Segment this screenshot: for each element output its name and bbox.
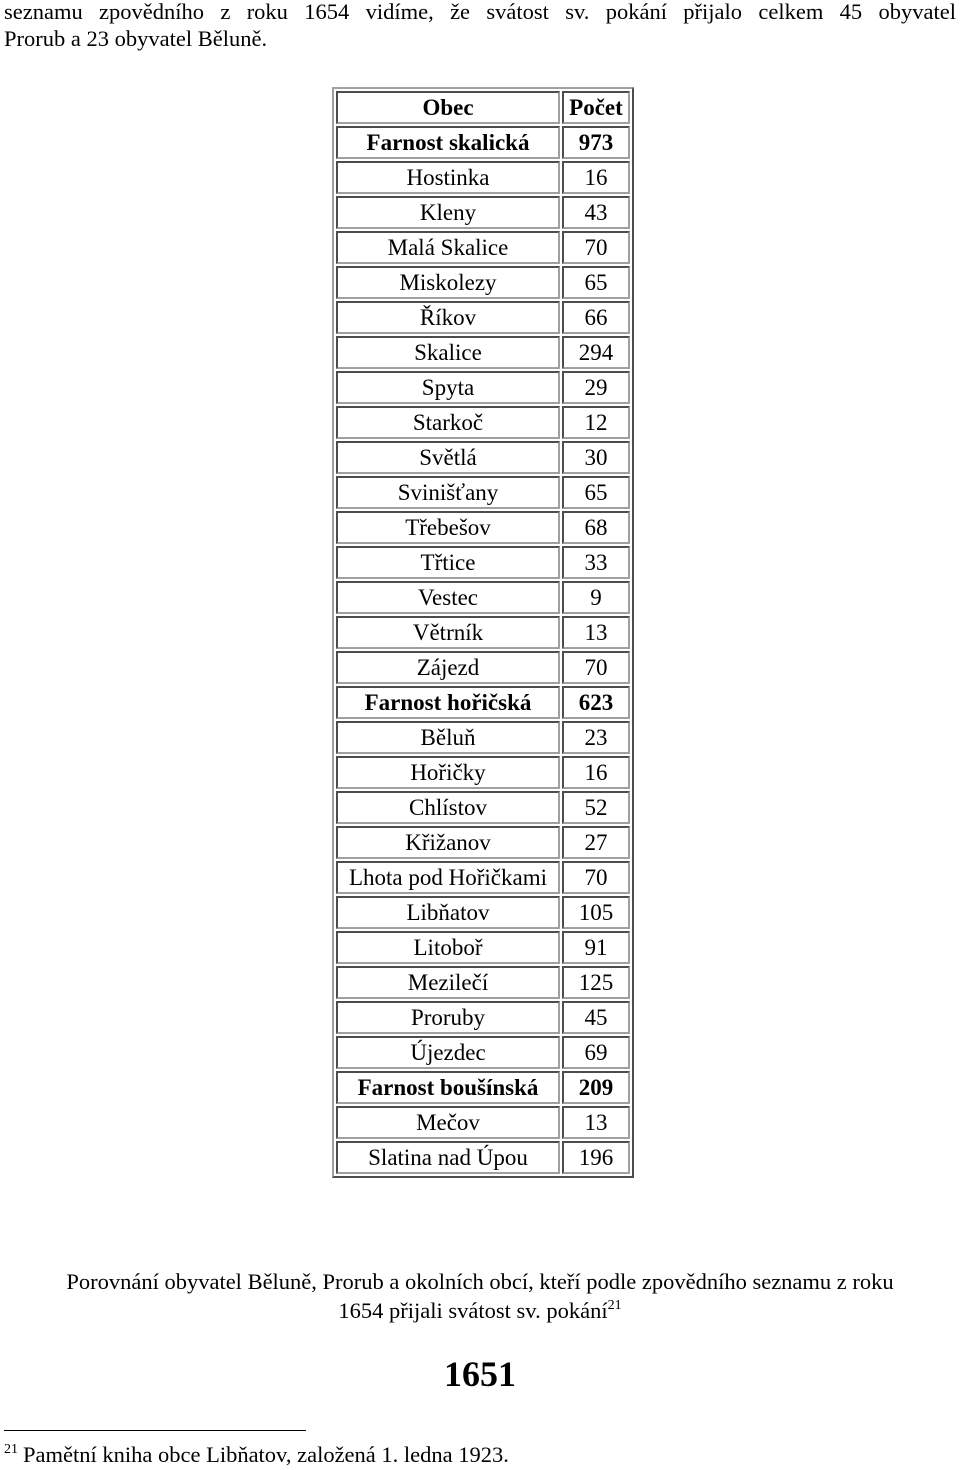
cell-pocet: 70 [562, 651, 630, 684]
footnote [4, 1440, 509, 1470]
table-row [336, 266, 630, 299]
table-row [336, 476, 630, 509]
cell-pocet: 16 [562, 756, 630, 789]
cell-pocet: 43 [562, 196, 630, 229]
table-row [336, 686, 630, 719]
table-row [336, 931, 630, 964]
table-row [336, 1001, 630, 1034]
year-heading: 1651 [444, 1354, 516, 1394]
cell-obec: Třtice [336, 546, 560, 579]
table-caption [0, 1267, 960, 1325]
cell-obec: Farnost boušínská [336, 1071, 560, 1104]
table-row [336, 651, 630, 684]
cell-obec: Říkov [336, 301, 560, 334]
cell-obec: Proruby [336, 1001, 560, 1034]
cell-pocet: 70 [562, 231, 630, 264]
cell-pocet: 13 [562, 616, 630, 649]
population-table-wrapper [332, 87, 634, 1178]
cell-obec: Miskolezy [336, 266, 560, 299]
cell-obec: Zájezd [336, 651, 560, 684]
cell-obec: Spyta [336, 371, 560, 404]
cell-pocet: 196 [562, 1141, 630, 1174]
cell-pocet: 91 [562, 931, 630, 964]
cell-pocet: 294 [562, 336, 630, 369]
cell-pocet: 125 [562, 966, 630, 999]
cell-pocet: 66 [562, 301, 630, 334]
cell-obec: Malá Skalice [336, 231, 560, 264]
table-row [336, 896, 630, 929]
cell-obec: Mečov [336, 1106, 560, 1139]
cell-pocet: 9 [562, 581, 630, 614]
table-row [336, 336, 630, 369]
caption-line-1: Porovnání obyvatel Běluně, Prorub a okolních obcí, kteří podle zpovědního seznamu z roku [66, 1269, 894, 1294]
cell-pocet: 69 [562, 1036, 630, 1069]
intro-paragraph [4, 0, 956, 52]
table-row [336, 721, 630, 754]
cell-pocet: 45 [562, 1001, 630, 1034]
table-row [336, 1036, 630, 1069]
table-row [336, 231, 630, 264]
cell-obec: Svinišťany [336, 476, 560, 509]
cell-pocet: 30 [562, 441, 630, 474]
caption-line-2: 1654 přijali svátost sv. pokání [338, 1298, 608, 1323]
population-table [332, 87, 634, 1178]
intro-line-2: Prorub a 23 obyvatel Běluně. [4, 26, 268, 51]
cell-obec: Litoboř [336, 931, 560, 964]
table-row [336, 546, 630, 579]
cell-pocet: 65 [562, 266, 630, 299]
table-row [336, 616, 630, 649]
table-row [336, 1071, 630, 1104]
cell-obec: Lhota pod Hořičkami [336, 861, 560, 894]
cell-pocet: 70 [562, 861, 630, 894]
cell-obec: Chlístov [336, 791, 560, 824]
cell-obec: Újezdec [336, 1036, 560, 1069]
table-row [336, 826, 630, 859]
population-table-body [336, 91, 630, 1174]
cell-pocet: 23 [562, 721, 630, 754]
cell-pocet: 13 [562, 1106, 630, 1139]
table-row [336, 1141, 630, 1174]
table-row [336, 126, 630, 159]
cell-pocet: 52 [562, 791, 630, 824]
cell-pocet: 16 [562, 161, 630, 194]
header-pocet: Počet [562, 91, 630, 124]
table-row [336, 406, 630, 439]
cell-obec: Kleny [336, 196, 560, 229]
cell-obec: Větrník [336, 616, 560, 649]
cell-pocet: 623 [562, 686, 630, 719]
intro-line-1: seznamu zpovědního z roku 1654 vidíme, že svátost sv. pokání přijalo celkem 45 obyvatel [4, 0, 956, 24]
table-header-row [336, 91, 630, 124]
footnote-separator [4, 1430, 306, 1431]
cell-obec: Třebešov [336, 511, 560, 544]
cell-obec: Mezilečí [336, 966, 560, 999]
table-row [336, 161, 630, 194]
cell-pocet: 12 [562, 406, 630, 439]
table-row [336, 1106, 630, 1139]
cell-obec: Farnost skalická [336, 126, 560, 159]
table-row [336, 756, 630, 789]
table-row [336, 301, 630, 334]
cell-obec: Světlá [336, 441, 560, 474]
table-row [336, 371, 630, 404]
table-row [336, 861, 630, 894]
cell-pocet: 27 [562, 826, 630, 859]
cell-obec: Farnost hořičská [336, 686, 560, 719]
cell-obec: Běluň [336, 721, 560, 754]
cell-obec: Vestec [336, 581, 560, 614]
table-row [336, 511, 630, 544]
cell-pocet: 29 [562, 371, 630, 404]
table-row [336, 441, 630, 474]
cell-obec: Hořičky [336, 756, 560, 789]
table-row [336, 791, 630, 824]
cell-pocet: 105 [562, 896, 630, 929]
table-row [336, 966, 630, 999]
footnote-number: 21 [4, 1442, 18, 1457]
cell-pocet: 65 [562, 476, 630, 509]
cell-obec: Libňatov [336, 896, 560, 929]
cell-obec: Hostinka [336, 161, 560, 194]
footnote-text: Pamětní kniha obce Libňatov, založená 1. ledna 1923. [23, 1442, 509, 1467]
header-obec: Obec [336, 91, 560, 124]
cell-obec: Starkoč [336, 406, 560, 439]
table-row [336, 581, 630, 614]
caption-footnote-ref: 21 [607, 1298, 622, 1313]
cell-pocet: 209 [562, 1071, 630, 1104]
cell-pocet: 973 [562, 126, 630, 159]
cell-obec: Slatina nad Úpou [336, 1141, 560, 1174]
cell-obec: Skalice [336, 336, 560, 369]
cell-obec: Křižanov [336, 826, 560, 859]
table-row [336, 196, 630, 229]
cell-pocet: 68 [562, 511, 630, 544]
cell-pocet: 33 [562, 546, 630, 579]
